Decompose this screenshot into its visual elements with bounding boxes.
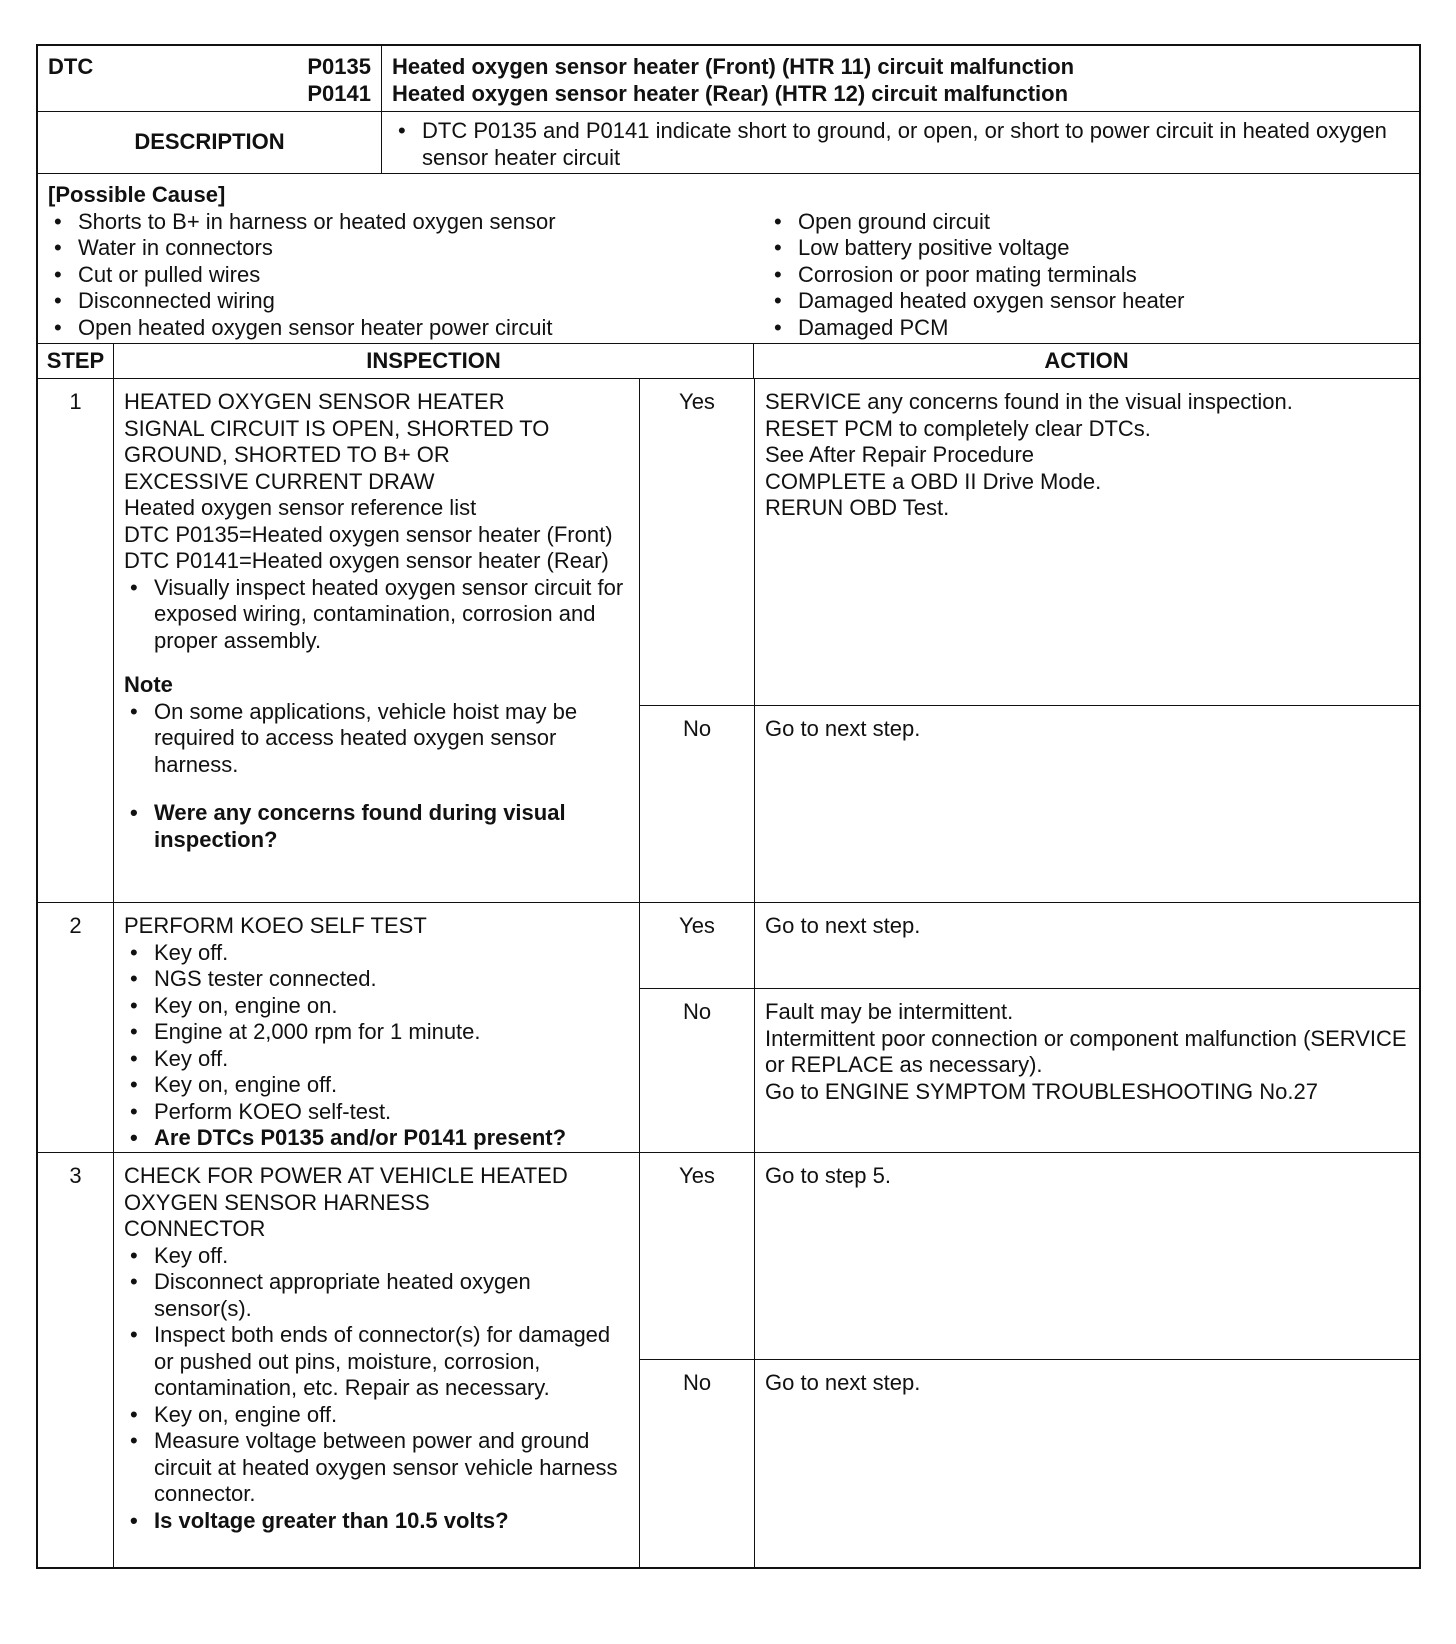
inspection-bullet: • Perform KOEO self-test. (124, 1099, 629, 1126)
inspection-bullet: • Inspect both ends of connector(s) for damaged or pushed out pins, moisture, corrosion, contamination, etc. Repair as necessary. (124, 1322, 629, 1402)
action-line: RERUN OBD Test. (765, 495, 950, 520)
inspection-bullet: • Measure voltage between power and ground circuit at heated oxygen sensor vehicle harness connector. (124, 1428, 629, 1508)
action-line: Go to step 5. (765, 1163, 891, 1188)
action-column (755, 1153, 1419, 1567)
action-line: Go to ENGINE SYMPTOM TROUBLESHOOTING No.27 (765, 1078, 1318, 1104)
dtc-code: P0141 (307, 80, 371, 106)
action-line: RESET PCM to completely clear DTCs. (765, 415, 1151, 441)
possible-cause-cell (38, 174, 1419, 343)
description-row (38, 112, 1419, 174)
step-number: 1 (38, 379, 114, 902)
step-title-line: GROUND, SHORTED TO B+ OR (124, 442, 450, 467)
yes-action (755, 903, 1419, 988)
no-label: No (640, 988, 754, 1152)
no-action (755, 988, 1419, 1152)
inspection-bullet: • Key on, engine off. (124, 1072, 629, 1099)
yes-no-column (640, 1153, 755, 1567)
dtc-header-row (38, 46, 1419, 112)
action-line: Go to next step. (765, 913, 921, 938)
step-number: 2 (38, 903, 114, 1152)
note-bullet: • On some applications, vehicle hoist may be required to access heated oxygen sensor harness. (124, 699, 629, 779)
action-line: Intermittent poor connection or component malfunction (SERVICE or REPLACE as necessary). (765, 1025, 1407, 1077)
cause-item: • Damaged PCM (768, 315, 1409, 342)
action-header: ACTION (1044, 348, 1129, 373)
step-title-line: SIGNAL CIRCUIT IS OPEN, SHORTED TO (124, 415, 550, 441)
action-line: See After Repair Procedure (765, 442, 1035, 467)
possible-cause-row (38, 174, 1419, 344)
inspection-bullet: • Key off. (124, 940, 629, 967)
step-question: • Are DTCs P0135 and/or P0141 present? (124, 1125, 629, 1152)
action-line: Fault may be intermittent. (765, 999, 1014, 1024)
dtc-title: Heated oxygen sensor heater (Front) (HTR 11) circuit malfunction (392, 54, 1075, 79)
step-inspection (114, 379, 640, 902)
yes-label: Yes (679, 389, 715, 414)
note-title: Note (124, 672, 173, 697)
inspection-bullet: • Key off. (124, 1243, 629, 1270)
description-text-cell (382, 112, 1419, 173)
inspection-header: INSPECTION (114, 344, 754, 378)
yes-action (755, 379, 1419, 705)
yes-no-column (640, 379, 755, 902)
inspection-bullet: • Key on, engine on. (124, 993, 629, 1020)
reference-line: Heated oxygen sensor reference list (124, 495, 477, 520)
step-title-line: PERFORM KOEO SELF TEST (124, 913, 427, 938)
description-item: • DTC P0135 and P0141 indicate short to ground, or open, or short to power circuit in heated oxygen sensor heater circuit (392, 118, 1409, 171)
step-title-line: CONNECTOR (124, 1216, 266, 1241)
yes-action (755, 1153, 1419, 1359)
reference-line: DTC P0135=Heated oxygen sensor heater (Front) (124, 521, 613, 547)
no-action (755, 1359, 1419, 1567)
step-question: • Is voltage greater than 10.5 volts? (124, 1508, 629, 1535)
possible-cause-list-right (768, 209, 1409, 342)
inspection-bullet: • Visually inspect heated oxygen sensor circuit for exposed wiring, contamination, corrosion and proper assembly. (124, 575, 629, 655)
action-line: COMPLETE a OBD II Drive Mode. (765, 468, 1102, 494)
step-row (38, 1153, 1419, 1567)
action-line: Go to next step. (765, 716, 921, 741)
inspection-bullet: • Engine at 2,000 rpm for 1 minute. (124, 1019, 629, 1046)
possible-cause-list-left (48, 209, 768, 342)
reference-line: DTC P0141=Heated oxygen sensor heater (Rear) (124, 548, 609, 573)
cause-item: • Open ground circuit (768, 209, 1409, 236)
cause-item: • Damaged heated oxygen sensor heater (768, 288, 1409, 315)
no-action (755, 705, 1419, 902)
yes-label: Yes (679, 913, 715, 938)
step-inspection (114, 1153, 640, 1567)
inspection-bullet: • Disconnect appropriate heated oxygen sensor(s). (124, 1269, 629, 1322)
step-title-line: EXCESSIVE CURRENT DRAW (124, 468, 435, 494)
possible-cause-title: [Possible Cause] (48, 182, 226, 207)
step-header: STEP (38, 344, 114, 378)
diagnostic-table (36, 44, 1421, 1569)
action-column (755, 379, 1419, 902)
inspection-bullet: • NGS tester connected. (124, 966, 629, 993)
description-label: DESCRIPTION (38, 112, 382, 173)
cause-item: • Corrosion or poor mating terminals (768, 262, 1409, 289)
inspection-bullet: • Key on, engine off. (124, 1402, 629, 1429)
step-title-line: HEATED OXYGEN SENSOR HEATER (124, 389, 505, 414)
no-label: No (640, 1359, 754, 1567)
cause-item: • Water in connectors (48, 235, 768, 262)
step-number: 3 (38, 1153, 114, 1567)
no-label: No (640, 705, 754, 902)
inspection-bullet: • Key off. (124, 1046, 629, 1073)
action-column (755, 903, 1419, 1152)
step-title-line: OXYGEN SENSOR HARNESS (124, 1189, 430, 1215)
step-title-line: CHECK FOR POWER AT VEHICLE HEATED (124, 1163, 568, 1188)
dtc-code: P0135 (307, 54, 371, 79)
action-line: Go to next step. (765, 1370, 921, 1395)
step-row (38, 903, 1419, 1153)
cause-item: • Open heated oxygen sensor heater power circuit (48, 315, 768, 342)
dtc-code-cell (38, 46, 382, 111)
cause-item: • Shorts to B+ in harness or heated oxygen sensor (48, 209, 768, 236)
step-inspection (114, 903, 640, 1152)
cause-item: • Low battery positive voltage (768, 235, 1409, 262)
dtc-title: Heated oxygen sensor heater (Rear) (HTR 12) circuit malfunction (392, 80, 1069, 106)
yes-no-column (640, 903, 755, 1152)
cause-item: • Cut or pulled wires (48, 262, 768, 289)
cause-item: • Disconnected wiring (48, 288, 768, 315)
dtc-title-cell (382, 46, 1419, 111)
action-line: SERVICE any concerns found in the visual inspection. (765, 389, 1293, 414)
yes-label: Yes (679, 1163, 715, 1188)
step-question: • Were any concerns found during visual inspection? (124, 800, 629, 853)
step-row (38, 379, 1419, 903)
table-header-row (38, 344, 1419, 379)
dtc-label: DTC (48, 54, 94, 79)
